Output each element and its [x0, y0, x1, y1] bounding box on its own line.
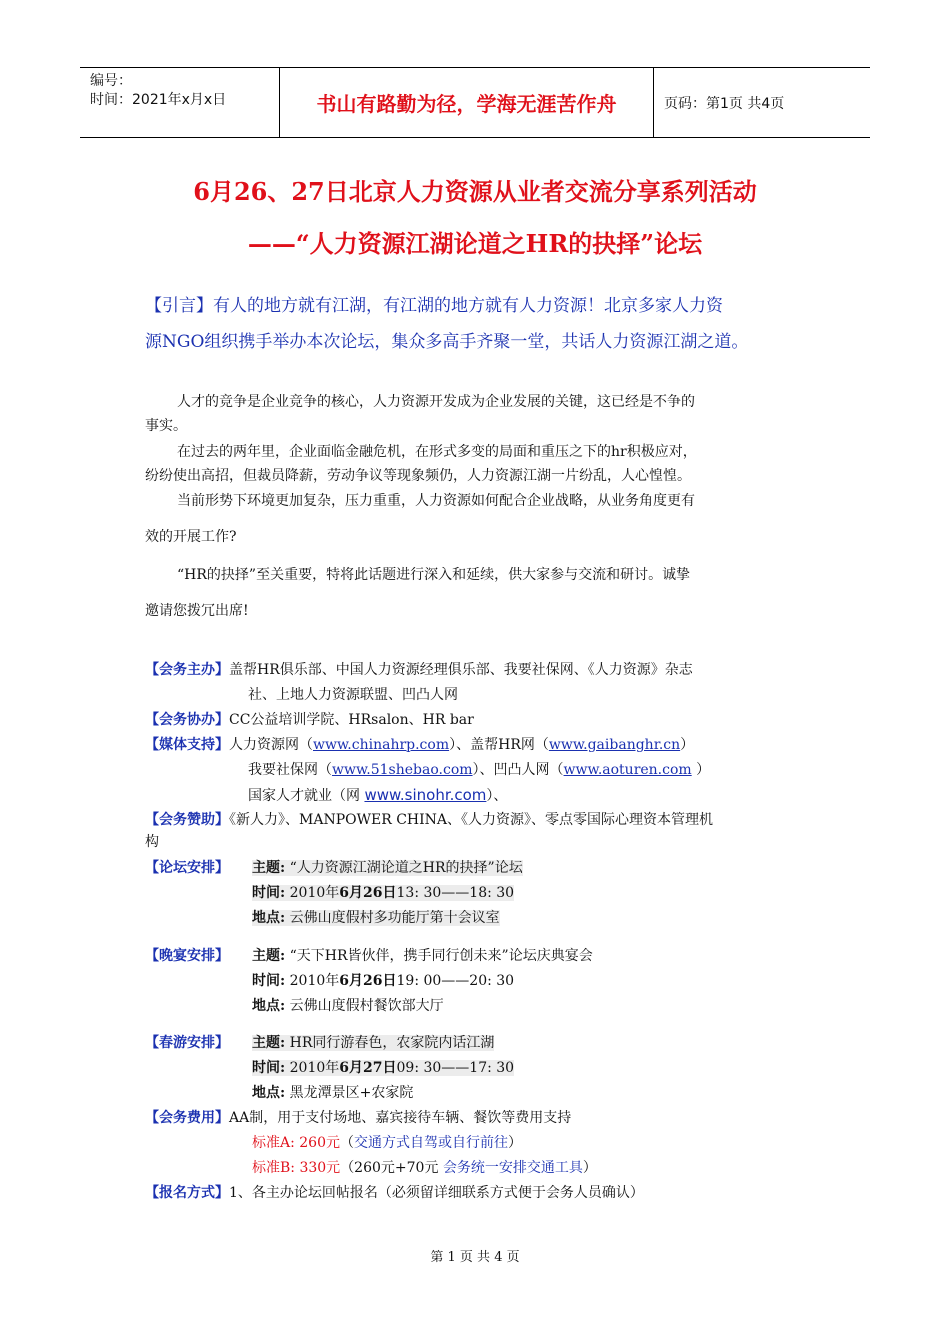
media-4-end: ） — [691, 762, 711, 778]
forum-label-text: 【论坛安排】 — [145, 860, 229, 876]
trip-place-key: 地点: — [252, 1085, 286, 1101]
host-line-2: 社、上地人力资源联盟、凹凸人网 — [248, 687, 458, 703]
header-page-info: 页码：第1页 共4页 — [664, 95, 785, 112]
fee-b-calc: （260元+70元 — [340, 1160, 443, 1176]
paragraph-3-line-2: 效的开展工作? — [145, 529, 237, 545]
intro-block — [145, 288, 825, 360]
media-5-end: ）、 — [486, 788, 508, 804]
forum-place: 云佛山度假村多功能厅第十会议室 — [289, 910, 500, 926]
media-link-chinahrp[interactable]: www.chinahrp.com — [313, 737, 450, 753]
host-label: 【会务主办】 — [145, 662, 229, 678]
media-link-gaibanghr[interactable]: www.gaibanghr.cn — [548, 737, 681, 753]
media-1-sep: ）、盖帮HR网（ — [449, 737, 549, 753]
dinner-place-key: 地点: — [252, 998, 286, 1014]
fee-a-paren-open: （ — [340, 1135, 354, 1151]
paragraph-2-line-1: 在过去的两年里，企业面临金融危机，在形式多变的局面和重压之下的hr积极应对， — [177, 444, 697, 460]
trip-details — [252, 1031, 514, 1106]
fee-b-note: 会务统一安排交通工具 — [442, 1160, 583, 1176]
media-link-sinohr[interactable]: www.sinohr.com — [364, 786, 487, 804]
dinner-time-date: 6月26日 — [339, 973, 397, 989]
fee-b-paren-close: ） — [582, 1160, 597, 1176]
forum-theme-key: 主题: — [252, 860, 286, 876]
co-host-section — [145, 708, 474, 733]
trip-place: 黑龙潭景区+农家院 — [289, 1085, 414, 1101]
trip-time-range: 09: 30——17: 30 — [396, 1060, 515, 1076]
dinner-theme: “天下HR皆伙伴，携手同行创未来”论坛庆典宴会 — [289, 948, 593, 964]
media-section — [145, 733, 710, 809]
trip-time-key: 时间: — [252, 1060, 286, 1076]
forum-time-range: 13: 30——18: 30 — [396, 885, 515, 901]
dinner-label — [145, 944, 229, 969]
host-line-1: 盖帮HR俱乐部、中国人力资源经理俱乐部、我要社保网、《人力资源》杂志 — [229, 662, 693, 678]
trip-label — [145, 1031, 229, 1056]
fee-standard-b: 标准B: 330元 — [252, 1160, 341, 1176]
fees-desc: AA制，用于支付场地、嘉宾接待车辆、餐饮等费用支持 — [229, 1110, 572, 1126]
sponsor-label: 【会务赞助】 — [145, 812, 229, 828]
media-2-end: ） — [680, 737, 695, 753]
trip-theme-key: 主题: — [252, 1035, 286, 1051]
intro-text-2: 源NGO组织携手举办本次论坛，集众多高手齐聚一堂，共话人力资源江湖之道。 — [145, 332, 749, 352]
page-footer: 第 1 页 共 4 页 — [430, 1250, 520, 1265]
dinner-details — [252, 944, 593, 1019]
dinner-place: 云佛山度假村餐饮部大厅 — [289, 998, 444, 1014]
dinner-label-text: 【晚宴安排】 — [145, 948, 229, 964]
paragraph-4 — [145, 563, 810, 623]
forum-details — [252, 856, 523, 931]
fee-standard-a: 标准A: 260元 — [252, 1135, 340, 1151]
header-time: 时间：2021年x月x日 — [90, 92, 227, 108]
trip-time-date: 6月27日 — [339, 1060, 397, 1076]
intro-line-1 — [145, 288, 825, 324]
forum-label — [145, 856, 229, 881]
forum-time-date: 6月26日 — [339, 885, 397, 901]
media-link-aoturen[interactable]: www.aoturen.com — [563, 762, 692, 778]
dinner-theme-key: 主题: — [252, 948, 286, 964]
fees-label: 【会务费用】 — [145, 1110, 229, 1126]
media-label: 【媒体支持】 — [145, 737, 229, 753]
paragraph-1-line-2: 事实。 — [145, 418, 187, 434]
document-subtitle: ——“人力资源江湖论道之HR的抉择”论坛 — [247, 229, 703, 258]
forum-place-key: 地点: — [252, 910, 286, 926]
media-3-sep: ）、凹凸人网（ — [472, 762, 564, 778]
host-section — [145, 658, 815, 708]
fees-section — [145, 1106, 597, 1181]
intro-tag: 【引言】 — [145, 296, 213, 316]
forum-time-key: 时间: — [252, 885, 286, 901]
paragraph-2-line-2: 纷纷使出高招，但裁员降薪，劳动争议等现象频仍，人力资源江湖一片纷乱，人心惶惶。 — [145, 468, 691, 484]
media-link-51shebao[interactable]: www.51shebao.com — [332, 762, 473, 778]
paragraph-2 — [145, 440, 810, 488]
trip-theme: HR同行游春色，农家院内话江湖 — [289, 1035, 495, 1051]
page-header — [80, 67, 870, 138]
media-3-name: 我要社保网（ — [248, 762, 332, 778]
dinner-time-range: 19: 00——20: 30 — [396, 973, 515, 989]
header-number: 编号： — [90, 73, 132, 89]
paragraph-1-line-1: 人才的竞争是企业竞争的核心，人力资源开发成为企业发展的关键，这已经是不争的 — [177, 394, 695, 410]
intro-text-1: 有人的地方就有江湖，有江湖的地方就有人力资源！北京多家人力资 — [213, 296, 723, 316]
paragraph-4-line-1: “HR的抉择”至关重要，特将此话题进行深入和延续，供大家参与交流和研讨。诚挚 — [177, 567, 691, 583]
sponsor-section — [145, 808, 815, 851]
dinner-time-key: 时间: — [252, 973, 286, 989]
media-5-name: 国家人才就业（网 — [248, 788, 365, 804]
sponsor-line-1: 《新人力》、MANPOWER CHINA、《人力资源》、零点零国际心理资本管理机 — [229, 812, 714, 828]
sponsor-line-2: 构 — [145, 834, 159, 850]
trip-time-year: 2010年 — [289, 1060, 340, 1076]
header-meta — [80, 68, 280, 137]
paragraph-4-line-2: 邀请您拨冗出席! — [145, 603, 249, 619]
co-host-label: 【会务协办】 — [145, 712, 229, 728]
header-motto: 书山有路勤为径，学海无涯苦作舟 — [280, 68, 654, 137]
forum-time-year: 2010年 — [289, 885, 340, 901]
signup-section — [145, 1181, 644, 1206]
signup-text: 1、各主办论坛回帖报名（必须留详细联系方式便于会务人员确认） — [229, 1185, 644, 1201]
fee-a-paren-close: ） — [508, 1135, 522, 1151]
signup-label: 【报名方式】 — [145, 1185, 229, 1201]
forum-theme: “人力资源江湖论道之HR的抉择”论坛 — [289, 860, 523, 876]
dinner-time-year: 2010年 — [289, 973, 340, 989]
media-1-name: 人力资源网（ — [229, 737, 313, 753]
document-title: 6月26、27日北京人力资源从业者交流分享系列活动 — [193, 177, 757, 206]
trip-label-text: 【春游安排】 — [145, 1035, 229, 1051]
paragraph-3-line-1: 当前形势下环境更加复杂，压力重重，人力资源如何配合企业战略，从业务角度更有 — [177, 493, 695, 509]
paragraph-1 — [145, 390, 810, 438]
fee-a-note: 交通方式自驾或自行前往 — [354, 1135, 508, 1151]
paragraph-3 — [145, 489, 810, 549]
co-host-text: CC公益培训学院、HRsalon、HR bar — [229, 712, 474, 728]
